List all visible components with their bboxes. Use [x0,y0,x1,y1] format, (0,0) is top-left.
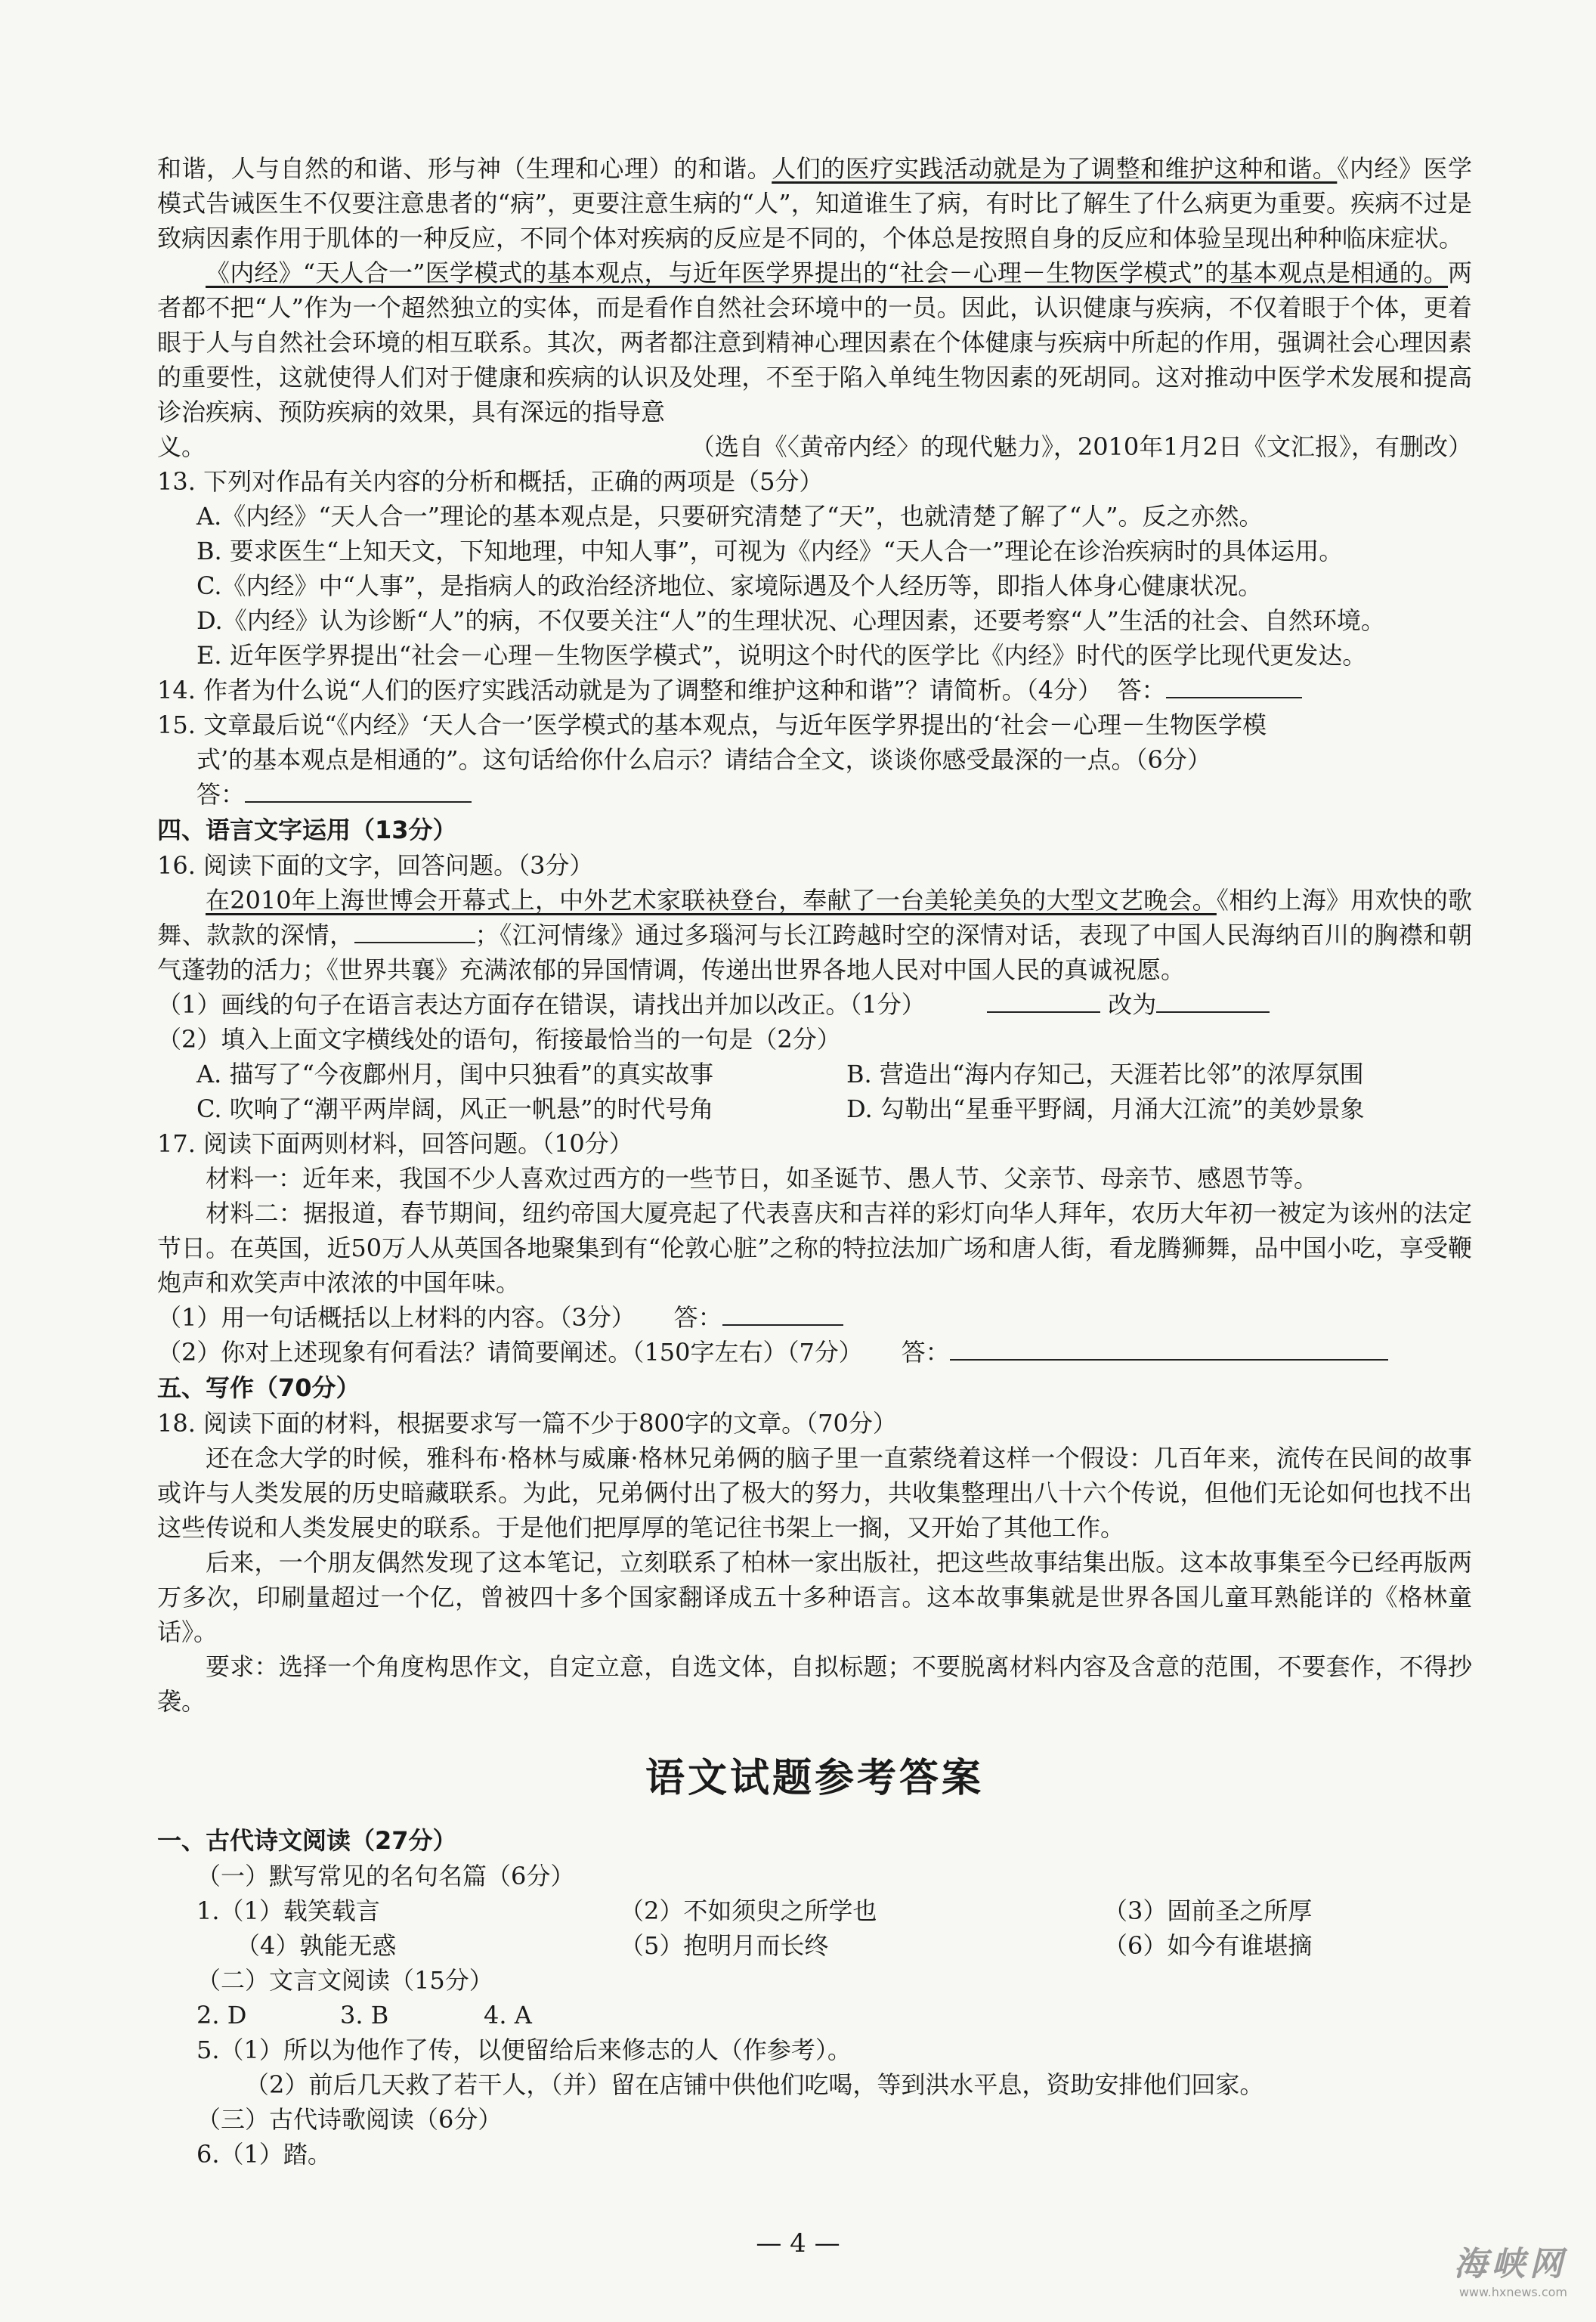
answer-1-1: 1.（1）载笑载言 [196,1896,380,1925]
passage-paragraph-2: 《内经》“天人合一”医学模式的基本观点，与近年医学界提出的“社会－心理－生物医学模式”的基本观点是相通的。两者都不把“人”作为一个超然独立的实体，而是看作自然社会环境中的一员。因此，认识健康与疾病，不仅着眼于个体，更着眼于人与自然社会环境的相互联系。其次，两者都注意到精神心理因素在个体健康与疾病中所起的作用，强调社会心理因素的重要性，这就使得人们对于健康和疾病的认识及处理，不至于陷入单纯生物因素的死胡同。这对推动中医学术发展和提高诊治疾病、预防疾病的效果，具有深远的指导意 [157,259,1472,426]
section-4-title: 四、语言文字运用（13分） [157,816,457,844]
answer-blank[interactable] [722,1302,843,1326]
answer-blank[interactable] [950,1336,1388,1361]
answers-subsection-1: （一）默写常见的名句名篇（6分） [196,1862,575,1890]
q18-material-2: 后来，一个朋友偶然发现了这本笔记，立刻联系了柏林一家出版社，把这些故事结集出版。这本故事集至今已经再版两万多次，印刷量超过一个亿，曾被四十多个国家翻译成五十多种语言。这本故事集就是世界各国儿童耳熟能详的《格林童话》。 [157,1548,1472,1646]
answer-blank[interactable] [987,989,1100,1013]
answer-blank[interactable] [1156,989,1270,1013]
underlined-sentence: 《内经》“天人合一”医学模式的基本观点，与近年医学界提出的“社会－心理－生物医学模式”的基本观点是相通的。 [206,259,1448,287]
answer-1-5: （5）抱明月而长终 [620,1931,829,1960]
q13-option-d: D.《内经》认为诊断“人”的病，不仅要关注“人”的生理状况、心理因素，还要考察“人”生活的社会、自然环境。 [196,606,1385,635]
q17-material-1: 材料一：近年来，我国不少人喜欢过西方的一些节日，如圣诞节、愚人节、父亲节、母亲节、感恩节等。 [206,1164,1319,1193]
question-13: 13. 下列对作品有关内容的分析和概括，正确的两项是（5分） [157,467,824,496]
q13-option-e: E. 近年医学界提出“社会－心理－生物医学模式”，说明这个时代的医学比《内经》时代的医学比现代更发达。 [196,641,1367,670]
q13-option-a: A.《内经》“天人合一”理论的基本观点是，只要研究清楚了“天”，也就清楚了解了“人”。反之亦然。 [196,502,1264,531]
question-16: 16. 阅读下面的文字，回答问题。（3分） [157,851,594,880]
underlined-sentence: 在2010年上海世博会开幕式上，中外艺术家联袂登台，奉献了一台美轮美奂的大型文艺晚会。 [206,886,1217,915]
q16-passage: 在2010年上海世博会开幕式上，中外艺术家联袂登台，奉献了一台美轮美奂的大型文艺晚会。《相约上海》用欢快的歌舞、款款的深情， ；《江河情缘》通过多瑙河与长江跨越时空的深情对话，表现了中国人民海纳百川的胸襟和朝气蓬勃的活力；《世界共襄》充满浓郁的异国情调，传递出世界各地人民对中国人民的真诚祝愿。 [157,886,1472,984]
answer-label: 答： [1117,676,1166,704]
answer-5-1: 5.（1）所以为他作了传，以便留给后来修志的人（作参考）。 [196,2036,852,2064]
q17-sub-1: （1）用一句话概括以上材料的内容。（3分） 答： [157,1300,1472,1335]
answer-4: 4. A [484,2001,532,2029]
exam-page [157,151,1472,2172]
answers-subsection-3: （三）古代诗歌阅读（6分） [196,2105,503,2134]
answer-blank[interactable] [245,779,472,803]
answer-1-6: （6）如今有谁堪摘 [1103,1931,1313,1960]
underlined-sentence: 人们的医疗实践活动就是为了调整和维护这种和谐。 [772,154,1338,183]
answers-title: 语文试题参考答案 [645,1756,984,1801]
question-15-answer: 答： [196,777,1472,812]
q16-option-c: C. 吹响了“潮平两岸阔，风正一帆悬”的时代号角 [196,1094,714,1123]
answer-1-3: （3）固前圣之所厚 [1103,1896,1313,1925]
question-14: 14. 作者为什么说“人们的医疗实践活动就是为了调整和维护这种和谐”？请简析。（4分） 答： [157,673,1472,707]
answers-section-1: 一、古代诗文阅读（27分） [157,1826,457,1855]
q16-option-a: A. 描写了“今夜鄜州月，闺中只独看”的真实故事 [196,1060,714,1088]
answer-1-4: （4）孰能无惑 [236,1931,397,1960]
question-18: 18. 阅读下面的材料，根据要求写一篇不少于800字的文章。（70分） [157,1409,897,1438]
q18-requirements: 要求：选择一个角度构思作文，自定立意，自选文体，自拟标题；不要脱离材料内容及含意的范围，不要套作，不得抄袭。 [157,1652,1472,1716]
q16-option-b: B. 营造出“海内存知己，天涯若比邻”的浓厚氛围 [846,1060,1364,1088]
q13-option-b: B. 要求医生“上知天文，下知地理，中知人事”，可视为《内经》“天人合一”理论在诊治疾病时的具体运用。 [196,537,1344,565]
answer-6-1: 6.（1）踏。 [196,2140,332,2169]
q16-options [196,1057,1472,1126]
q18-material-1: 还在念大学的时候，雅科布·格林与威廉·格林兄弟俩的脑子里一直萦绕着这样一个假设：几百年来，流传在民间的故事或许与人类发展的历史暗藏联系。为此，兄弟俩付出了极大的努力，共收集整理出八十六个传说，但他们无论如何也找不出这些传说和人类发展史的联系。于是他们把厚厚的笔记往书架上一搁，又开始了其他工作。 [157,1444,1472,1542]
watermark-logo: 海峡网 www.hxnews.com [1454,2245,1567,2299]
answers-choice-row [196,1998,1472,2033]
q17-material-2: 材料二：据报道，春节期间，纽约帝国大厦亮起了代表喜庆和吉祥的彩灯向华人拜年，农历大年初一被定为该州的法定节日。在英国，近50万人从英国各地聚集到有“伦敦心脏”之称的特拉法加广场和唐人街，看龙腾狮舞，品中国小吃，享受鞭炮声和欢笑声中浓浓的中国年味。 [157,1199,1472,1297]
answer-2: 2. D [196,2001,247,2029]
q13-option-c: C.《内经》中“人事”，是指病人的政治经济地位、家境际遇及个人经历等，即指人体身心健康状况。 [196,571,1263,600]
answers-subsection-2: （二）文言文阅读（15分） [196,1966,493,1995]
passage-paragraph-1: 和谐，人与自然的和谐、形与神（生理和心理）的和谐。人们的医疗实践活动就是为了调整和维护这种和谐。《内经》医学模式告诫医生不仅要注意患者的“病”，更要注意生病的“人”，知道谁生了病，有时比了解生了什么病更为重要。疾病不过是致病因素作用于肌体的一种反应，不同个体对疾病的反应是不同的，个体总是按照自身的反应和体验呈现出种种临床症状。 [157,154,1472,252]
fill-blank[interactable] [354,919,475,943]
answer-5-2: （2）前后几天救了若干人，（并）留在店铺中供他们吃喝，等到洪水平息，资助安排他们回家。 [245,2070,1264,2099]
question-15-line-2: 式’的基本观点是相通的”。这句话给你什么启示？请结合全文，谈谈你感受最深的一点。（6分） [196,745,1211,774]
page-number: — 4 — [756,2228,840,2259]
q16-sub-2: （2）填入上面文字横线处的语句，衔接最恰当的一句是（2分） [157,1025,841,1054]
q17-sub-2: （2）你对上述现象有何看法？请简要阐述。（150字左右）（7分） 答： [157,1335,1472,1370]
answer-blank[interactable] [1166,674,1302,698]
question-17: 17. 阅读下面两则材料，回答问题。（10分） [157,1129,633,1158]
q16-sub-1: （1）画线的句子在语言表达方面存在错误，请找出并加以改正。（1分） 改为 [157,987,1472,1022]
answers-recitation [196,1893,1472,1963]
passage-source: 义。 （选自《〈黄帝内经〉的现代魅力》，2010年1月2日《文汇报》，有删改） [157,432,1472,461]
answer-1-2: （2）不如须臾之所学也 [620,1896,877,1925]
question-15: 15. 文章最后说“《内经》‘天人合一’医学模式的基本观点，与近年医学界提出的‘社会－心理－生物医学模 [157,711,1267,739]
q16-option-d: D. 勾勒出“星垂平野阔，月涌大江流”的美妙景象 [846,1094,1365,1123]
answer-3: 3. B [340,2001,389,2029]
section-5-title: 五、写作（70分） [157,1373,360,1402]
